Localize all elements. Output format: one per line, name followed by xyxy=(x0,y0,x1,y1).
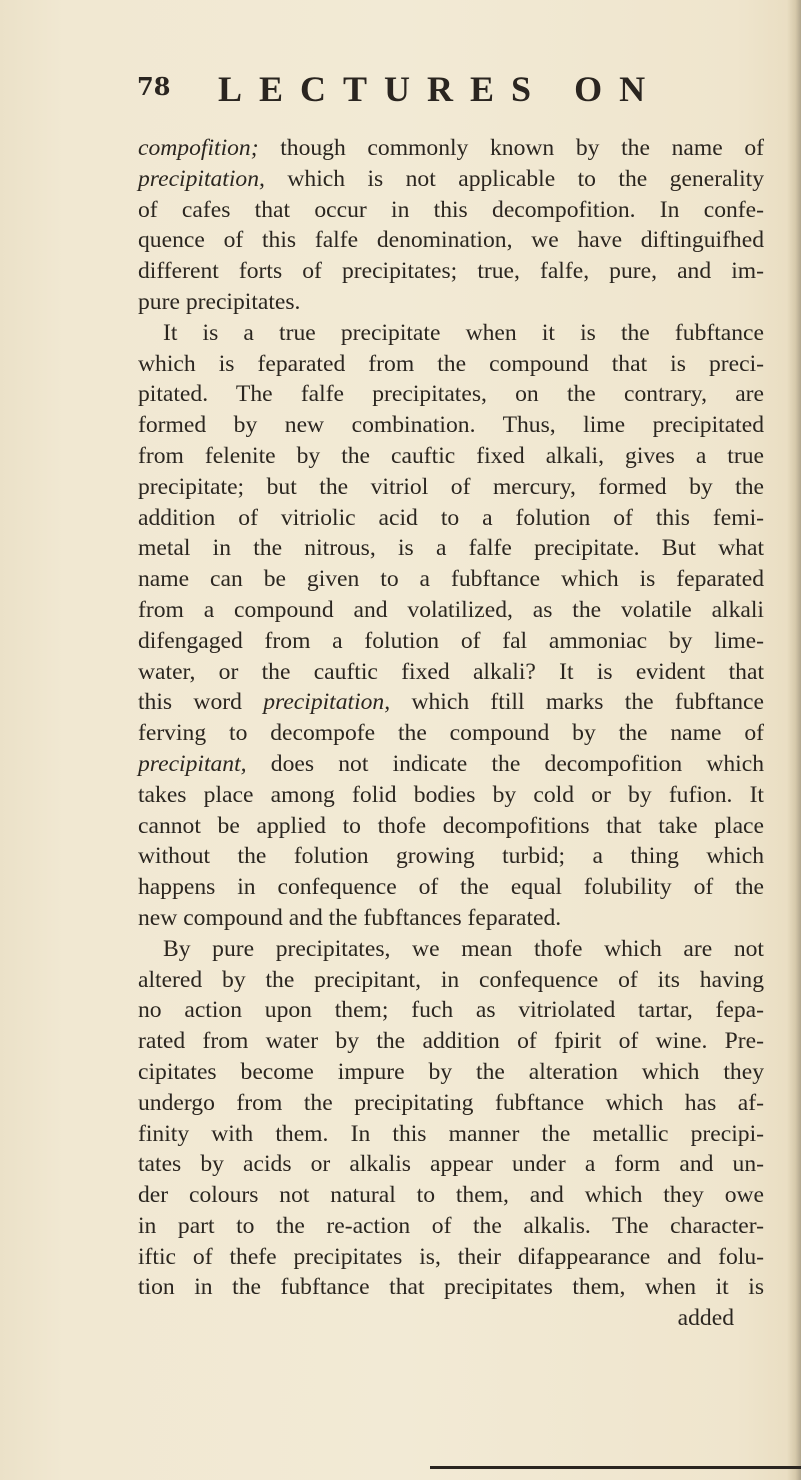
text-segment: though commonly known by the name of xyxy=(258,135,764,161)
text-line xyxy=(138,256,764,287)
text-segment: iftic of thefe precipitates is, their difappearance and folu- xyxy=(138,1243,764,1270)
text-segment: new compound and the fubftances feparated. xyxy=(138,904,562,931)
text-line xyxy=(138,164,764,195)
text-line xyxy=(138,811,764,842)
text-segment: from felenite by the cauftic fixed alkali, gives a true xyxy=(138,442,764,469)
text-line xyxy=(138,1272,764,1303)
text-line xyxy=(138,1026,764,1057)
text-line xyxy=(138,472,764,503)
text-segment: pitated. The falfe precipitates, on the contrary, are xyxy=(138,381,764,408)
page-number: 78 xyxy=(137,72,171,101)
text-line xyxy=(138,564,764,595)
text-segment: which ftill marks the fubftance xyxy=(390,689,765,716)
text-line xyxy=(138,225,764,256)
text-segment: from a compound and volatilized, as the volatile alkali xyxy=(138,596,764,623)
text-line xyxy=(138,379,764,410)
text-line xyxy=(138,657,764,688)
catchword: added xyxy=(677,1305,734,1332)
text-segment: addition of vitriolic acid to a folution of this femi- xyxy=(138,504,764,531)
text-line xyxy=(138,934,764,965)
italic-term: precipitation, xyxy=(263,689,391,716)
text-segment: name can be given to a fubftance which is feparated xyxy=(138,566,764,593)
page-edge-shadow xyxy=(787,0,801,1480)
text-segment: difengaged from a folution of fal ammoniac by lime- xyxy=(138,627,764,654)
text-segment: undergo from the precipitating fubftance which has af- xyxy=(138,1089,764,1116)
text-line xyxy=(138,1180,764,1211)
text-segment: does not indicate the decompofition which xyxy=(246,750,764,777)
running-head: LECTURES ON xyxy=(218,69,663,109)
text-segment: which is not applicable to the generality xyxy=(264,165,764,192)
text-line xyxy=(138,1119,764,1150)
text-segment: ferving to decompofe the compound by the name of xyxy=(138,720,764,747)
text-line xyxy=(138,410,764,441)
text-line xyxy=(138,133,764,164)
text-line xyxy=(138,318,764,349)
text-segment: without the folution growing turbid; a thing which xyxy=(138,843,764,870)
italic-term: precipitant, xyxy=(138,750,247,777)
text-line xyxy=(138,1149,764,1180)
text-line xyxy=(138,1242,764,1273)
text-segment: different forts of precipitates; true, falfe, pure, and im- xyxy=(138,258,764,285)
text-segment: pure precipitates. xyxy=(138,288,301,315)
text-line xyxy=(138,626,764,657)
text-segment: which is feparated from the compound that is preci- xyxy=(138,350,764,377)
text-line xyxy=(138,965,764,996)
text-segment: this word xyxy=(138,689,264,716)
text-line xyxy=(138,349,764,380)
text-segment: By pure precipitates, we mean thofe which are not xyxy=(163,935,764,962)
text-segment: no action upon them; fuch as vitriolated tartar, fepa- xyxy=(138,997,764,1024)
text-line xyxy=(138,595,764,626)
text-segment: It is a true precipitate when it is the fubftance xyxy=(163,319,764,346)
text-segment: formed by new combination. Thus, lime precipitated xyxy=(138,412,764,439)
text-segment: rated from water by the addition of fpirit of wine. Pre- xyxy=(138,1028,764,1055)
text-segment: takes place among folid bodies by cold or by fufion. It xyxy=(138,781,764,808)
text-segment: in part to the re-action of the alkalis. The character- xyxy=(138,1212,764,1239)
text-line xyxy=(138,503,764,534)
text-segment: cipitates become impure by the alteration which they xyxy=(138,1058,764,1085)
page-header xyxy=(0,68,801,108)
body-text xyxy=(138,133,764,1334)
text-segment: tion in the fubftance that precipitates them, when it is xyxy=(138,1274,764,1301)
text-line xyxy=(138,1057,764,1088)
text-line xyxy=(138,780,764,811)
text-segment: quence of this falfe denomination, we have diftinguifhed xyxy=(138,227,764,254)
text-line xyxy=(138,841,764,872)
text-segment: water, or the cauftic fixed alkali? It is evident that xyxy=(138,658,764,685)
text-segment: metal in the nitrous, is a falfe precipitate. But what xyxy=(138,535,764,562)
text-line xyxy=(138,749,764,780)
text-line xyxy=(138,995,764,1026)
text-line xyxy=(138,195,764,226)
text-segment: tates by acids or alkalis appear under a form and un- xyxy=(138,1151,764,1178)
text-segment: altered by the precipitant, in confequence of its having xyxy=(138,966,764,993)
text-segment: of cafes that occur in this decompofition. In confe- xyxy=(138,196,764,223)
text-line xyxy=(138,1211,764,1242)
text-line xyxy=(138,718,764,749)
text-line xyxy=(138,441,764,472)
page-bottom-edge xyxy=(430,1466,801,1469)
text-line xyxy=(138,533,764,564)
text-segment: precipitate; but the vitriol of mercury, formed by the xyxy=(138,473,764,500)
text-segment: der colours not natural to them, and which they owe xyxy=(138,1182,764,1209)
italic-term: precipitation, xyxy=(138,165,265,192)
text-line xyxy=(138,872,764,903)
text-line xyxy=(138,287,764,318)
italic-term: compofition; xyxy=(138,135,259,161)
text-line xyxy=(138,687,764,718)
text-line xyxy=(138,903,764,934)
text-segment: cannot be applied to thofe decompofitions that take place xyxy=(138,812,764,839)
text-line xyxy=(138,1088,764,1119)
text-segment: finity with them. In this manner the metallic precipi- xyxy=(138,1120,764,1147)
text-segment: happens in confequence of the equal folubility of the xyxy=(138,874,764,901)
